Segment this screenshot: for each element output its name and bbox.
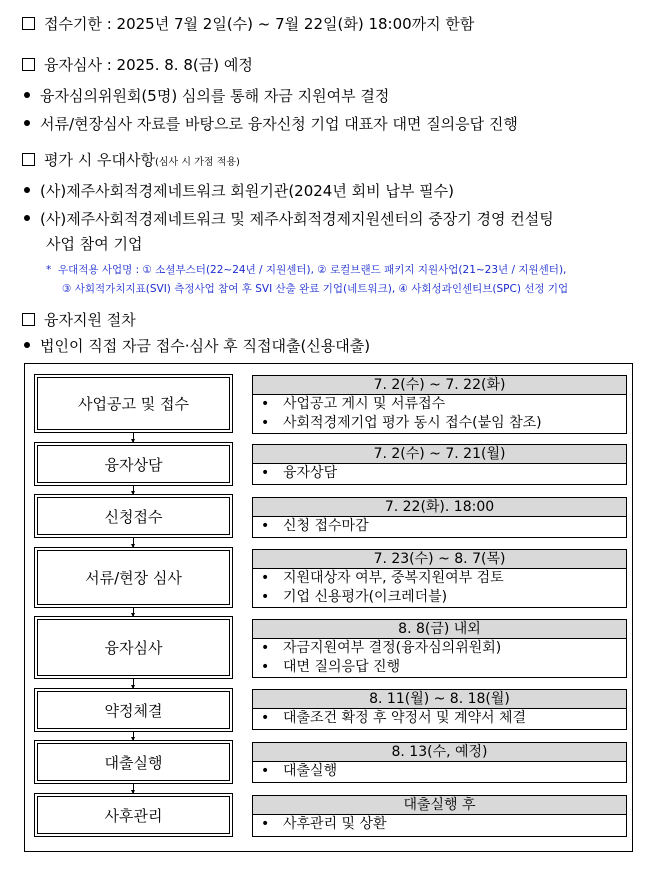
review-bullet-2 — [24, 114, 518, 134]
step-date: 8. 8(금) 내외 — [253, 620, 626, 639]
preference-line — [22, 150, 240, 173]
deadline-line — [22, 14, 474, 34]
note-marker: * — [46, 264, 52, 276]
bullet-text: 서류/현장심사 자료를 바탕으로 융자신청 기업 대표자 대면 질의응답 진행 — [40, 115, 518, 133]
step-date: 7. 22(화). 18:00 — [253, 498, 626, 517]
bullet-symbol: • — [261, 465, 270, 481]
detail-text: 대출조건 확정 후 약정서 및 계약서 체결 — [283, 710, 527, 726]
bullet-symbol: • — [261, 415, 270, 431]
step-box: 약정체결 — [34, 688, 233, 732]
square-bullet-icon — [22, 17, 35, 30]
bullet-symbol: • — [261, 816, 270, 832]
detail-item — [253, 569, 626, 588]
step-box: 신청접수 — [34, 494, 233, 538]
bullet-symbol: • — [261, 659, 270, 675]
step-detail — [252, 375, 627, 434]
dot-bullet-icon — [24, 92, 30, 98]
step-detail — [252, 549, 627, 608]
step-box: 융자심사 — [34, 616, 233, 679]
dot-bullet-icon — [24, 187, 30, 193]
square-bullet-icon — [22, 58, 35, 71]
detail-item — [253, 658, 626, 677]
step-detail — [252, 444, 627, 485]
step-detail — [252, 795, 627, 837]
note-text: ③ 사회적가치지표(SVI) 측정사업 참여 후 SVI 산출 완료 기업(네트워크), ④ 사회성과인센티브(SPC) 선정 기업 — [62, 283, 569, 295]
bullet-symbol: • — [261, 396, 270, 412]
detail-text: 지원대상자 여부, 중복지원여부 검토 — [283, 570, 504, 586]
note-text: 우대적용 사업명 : ① 소셜부스터(22~24년 / 지원센터), ② 로컬브랜드 패키지 지원사업(21~23년 / 지원센터), — [57, 264, 567, 276]
preference-bullet-2 — [24, 209, 554, 229]
step-date: 7. 23(수) ~ 8. 7(목) — [253, 550, 626, 569]
procedure-bullet — [24, 336, 370, 356]
arrow-down-icon — [133, 608, 134, 616]
detail-text: 신청 접수마감 — [283, 518, 369, 534]
procedure-line — [22, 310, 136, 330]
step-date: 7. 2(수) ~ 7. 21(월) — [253, 445, 626, 464]
arrow-down-icon — [133, 679, 134, 688]
step-detail — [252, 497, 627, 538]
bullet-symbol: • — [261, 710, 270, 726]
preference-bullet-2-cont — [46, 234, 142, 254]
step-detail — [252, 619, 627, 678]
step-date: 8. 13(수, 예정) — [253, 743, 626, 762]
bullet-symbol: • — [261, 589, 270, 605]
detail-text: 자금지원여부 결정(융자심의위원회) — [283, 640, 502, 656]
detail-text: 대면 질의응답 진행 — [283, 659, 401, 675]
bullet-text: (사)제주사회적경제네트워크 회원기관(2024년 회비 납부 필수) — [40, 182, 454, 200]
review-text: 융자심사 : 2025. 8. 8(금) 예정 — [44, 56, 253, 74]
bullet-text: 법인이 직접 자금 접수·심사 후 직접대출(신용대출) — [40, 337, 371, 355]
detail-item — [253, 395, 626, 414]
preference-subtext: (심사 시 가점 적용) — [154, 157, 240, 168]
arrow-down-icon — [133, 732, 134, 740]
detail-text: 기업 신용평가(이크레더블) — [283, 589, 448, 605]
bullet-text: 융자심의위원회(5명) 심의를 통해 자금 지원여부 결정 — [40, 87, 390, 105]
arrow-down-icon — [133, 784, 134, 793]
detail-item — [253, 639, 626, 658]
procedure-text: 융자지원 절차 — [44, 311, 136, 329]
step-box: 사후관리 — [34, 793, 233, 837]
bullet-symbol: • — [261, 640, 270, 656]
review-line — [22, 55, 253, 75]
bullet-text: 사업 참여 기업 — [46, 235, 143, 253]
preference-bullet-1 — [24, 181, 454, 201]
step-date: 대출실행 후 — [253, 796, 626, 815]
arrow-down-icon — [133, 433, 134, 442]
preference-note-2 — [62, 282, 568, 296]
detail-item — [253, 762, 626, 781]
procedure-flowchart — [24, 363, 633, 852]
arrow-down-icon — [133, 486, 134, 494]
dot-bullet-icon — [24, 342, 30, 348]
step-box: 서류/현장 심사 — [34, 547, 233, 608]
detail-item — [253, 464, 626, 483]
step-detail — [252, 689, 627, 730]
dot-bullet-icon — [24, 215, 30, 221]
detail-text: 대출실행 — [283, 763, 338, 779]
step-date: 7. 2(수) ~ 7. 22(화) — [253, 376, 626, 395]
square-bullet-icon — [22, 313, 35, 326]
bullet-symbol: • — [261, 518, 270, 534]
detail-text: 사회적경제기업 평가 동시 접수(붙임 참조) — [283, 415, 542, 431]
preference-text: 평가 시 우대사항 — [44, 151, 155, 169]
detail-item — [253, 709, 626, 728]
step-detail — [252, 742, 627, 783]
detail-item — [253, 815, 626, 834]
deadline-text: 접수기한 : 2025년 7월 2일(수) ~ 7월 22일(화) 18:00까지 한함 — [44, 15, 475, 33]
bullet-text: (사)제주사회적경제네트워크 및 제주사회적경제지원센터의 중장기 경영 컨설팅 — [40, 210, 554, 228]
step-box: 대출실행 — [34, 740, 233, 784]
detail-item — [253, 517, 626, 536]
detail-text: 사후관리 및 상환 — [283, 816, 387, 832]
detail-item — [253, 414, 626, 433]
detail-text: 융자상담 — [283, 465, 338, 481]
dot-bullet-icon — [24, 120, 30, 126]
detail-item — [253, 588, 626, 607]
step-date: 8. 11(월) ~ 8. 18(월) — [253, 690, 626, 709]
square-bullet-icon — [22, 153, 35, 166]
step-box: 융자상담 — [34, 442, 233, 486]
review-bullet-1 — [24, 86, 389, 106]
preference-note-1 — [46, 263, 566, 277]
bullet-symbol: • — [261, 763, 270, 779]
bullet-symbol: • — [261, 570, 270, 586]
detail-text: 사업공고 게시 및 서류접수 — [283, 396, 446, 412]
step-box: 사업공고 및 접수 — [34, 374, 233, 433]
arrow-down-icon — [133, 538, 134, 547]
